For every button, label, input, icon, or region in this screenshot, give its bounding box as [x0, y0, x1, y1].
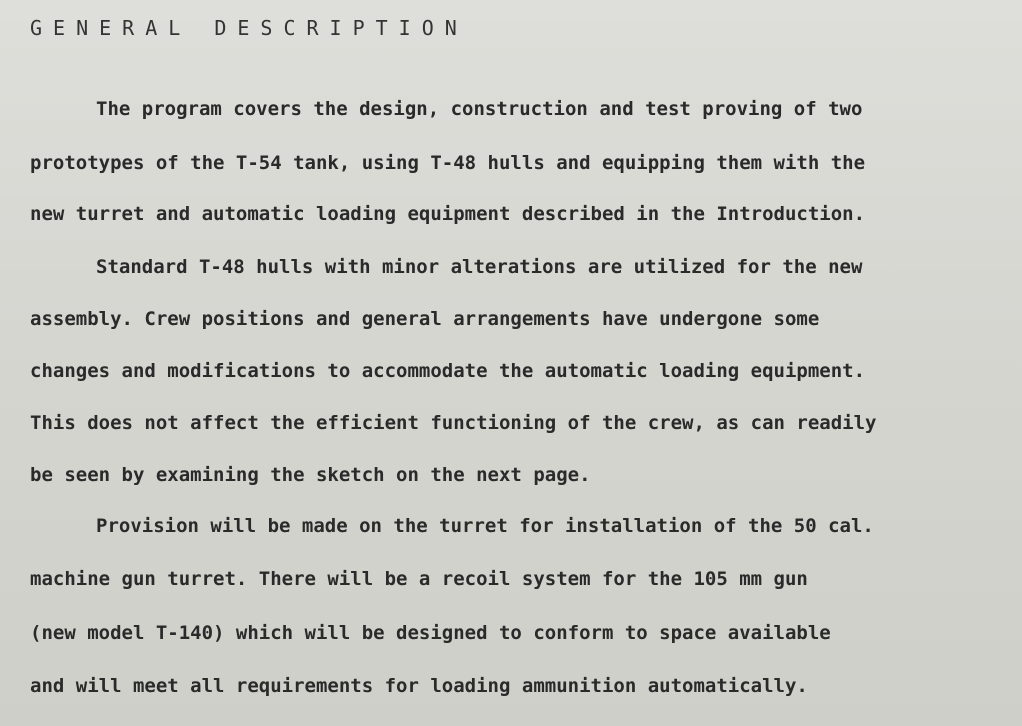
paragraph-2-line-2: assembly. Crew positions and general arrangements have undergone some: [30, 308, 820, 330]
paragraph-2-line-5: be seen by examining the sketch on the next page.: [30, 464, 591, 486]
paragraph-3-line-4: and will meet all requirements for loading ammunition automatically.: [30, 675, 808, 697]
paragraph-2-line-3: changes and modifications to accommodate the automatic loading equipment.: [30, 360, 866, 382]
paragraph-1-line-2: prototypes of the T-54 tank, using T-48 hulls and equipping them with the: [30, 152, 866, 174]
paragraph-3-line-2: machine gun turret. There will be a recoil system for the 105 mm gun: [30, 568, 808, 590]
paragraph-1-line-3: new turret and automatic loading equipment described in the Introduction.: [30, 203, 866, 225]
paragraph-3-line-3: (new model T-140) which will be designed to conform to space available: [30, 622, 831, 644]
paragraph-1-line-1: The program covers the design, construction and test proving of two: [96, 98, 863, 120]
section-heading: GENERAL DESCRIPTION: [30, 16, 468, 40]
paragraph-2-line-1: Standard T-48 hulls with minor alterations are utilized for the new: [96, 256, 863, 278]
paragraph-2-line-4: This does not affect the efficient functioning of the crew, as can readily: [30, 412, 877, 434]
paragraph-3-line-1: Provision will be made on the turret for installation of the 50 cal.: [96, 515, 874, 537]
